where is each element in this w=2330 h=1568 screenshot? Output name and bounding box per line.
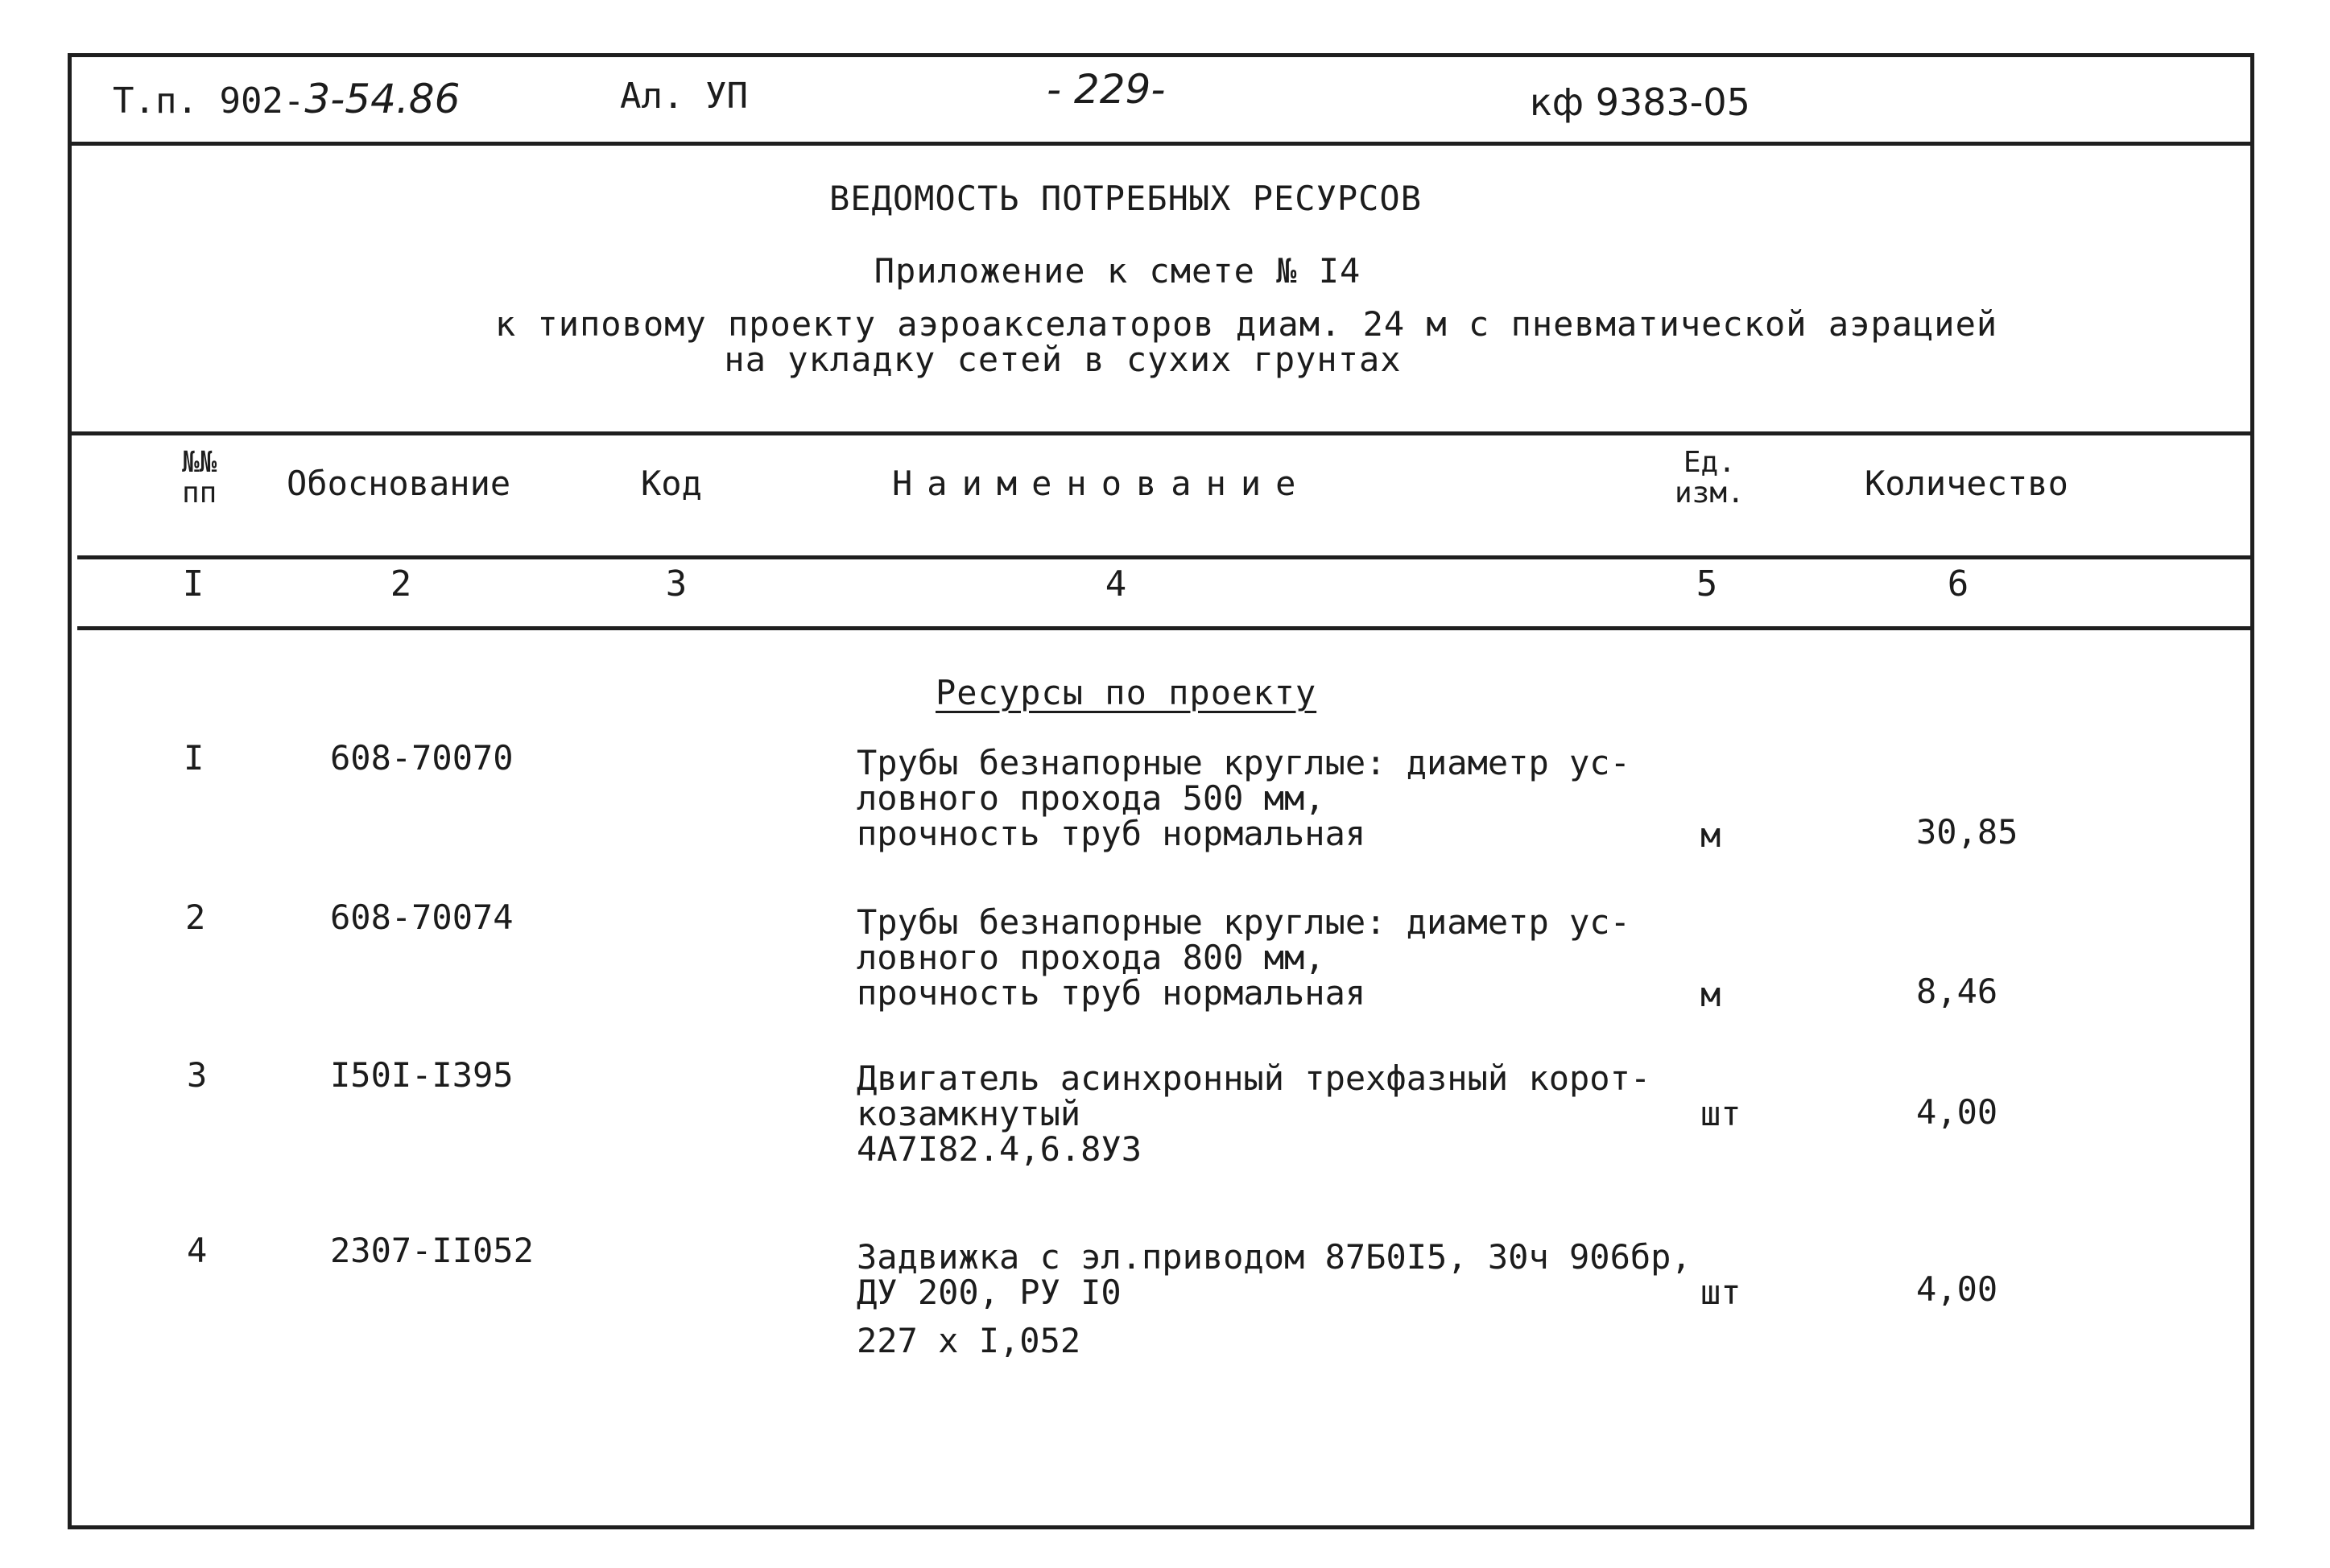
row-3-name <box>857 1058 1651 1169</box>
row-2-number: 2 <box>185 897 206 937</box>
row-4-unit: шт <box>1700 1273 1741 1312</box>
col-header-quantity: Количество <box>1865 464 2068 503</box>
row-2-name-line1: Трубы безнапорные круглые: диаметр ус- <box>857 902 1630 942</box>
row-4-name <box>857 1237 1692 1360</box>
column-header-rule <box>77 555 2253 559</box>
row-1-name-line1: Трубы безнапорные круглые: диаметр ус- <box>857 743 1630 782</box>
row-3-name-line1: Двигатель асинхронный трехфазный корот- <box>857 1058 1651 1098</box>
row-2-name-line2: ловного прохода 800 мм, <box>857 938 1325 977</box>
row-2-name <box>857 902 1630 1013</box>
row-4-basis: 2307-II052 <box>330 1231 534 1270</box>
album-label: Ал. УП <box>620 76 748 117</box>
project-number-handwritten: 3-54.86 <box>304 76 461 122</box>
estimate-appendix: Приложение к смете № I4 <box>874 251 1361 291</box>
row-4-name-line1: Задвижка с эл.приводом 87Б0I5, 30ч 906бр, <box>857 1237 1692 1277</box>
document-title: ВЕДОМОСТЬ ПОТРЕБНЫХ РЕСУРСОВ <box>828 179 1423 218</box>
row-3-basis: I50I-I395 <box>330 1055 514 1095</box>
section-title: Ресурсы по проекту <box>936 673 1317 712</box>
col-number-6: 6 <box>1947 563 1969 605</box>
row-1-quantity: 30,85 <box>1916 812 2018 852</box>
row-1-name-line2: ловного прохода 500 мм, <box>857 778 1325 818</box>
col-number-5: 5 <box>1696 563 1718 605</box>
project-prefix: Т.п. 902- <box>113 80 305 122</box>
col-number-4: 4 <box>1105 563 1127 605</box>
row-3-unit: шт <box>1700 1094 1741 1133</box>
col-header-code: Код <box>641 464 702 503</box>
row-3-name-line2: козамкнутый <box>857 1094 1081 1133</box>
col-header-basis: Обоснование <box>287 464 511 503</box>
document-code: кф 9383-05 <box>1530 80 1750 124</box>
col-header-number <box>182 448 217 509</box>
row-2-basis: 608-70074 <box>330 897 514 937</box>
row-2-quantity: 8,46 <box>1916 972 1998 1011</box>
row-4-quantity: 4,00 <box>1916 1269 1998 1309</box>
project-designation <box>113 76 460 122</box>
row-1-name <box>857 745 1630 852</box>
col-header-number-line2: пп <box>182 477 217 510</box>
col-header-unit <box>1675 448 1745 509</box>
col-number-1: I <box>182 563 204 605</box>
row-1-basis: 608-70070 <box>330 738 514 778</box>
row-4-name-line2: ДУ 200, РУ I0 <box>857 1273 1122 1312</box>
project-description-line-1: к типовому проекту аэроакселаторов диам. 24 м с пневматической аэрацией <box>494 304 1998 344</box>
row-1-name-line3: прочность труб нормальная <box>857 814 1366 853</box>
page-number: - 229- <box>1047 66 1166 113</box>
row-3-quantity: 4,00 <box>1916 1092 1998 1132</box>
table-top-rule <box>69 431 2253 435</box>
col-number-3: 3 <box>665 563 688 605</box>
col-header-number-line1: №№ <box>182 446 217 479</box>
col-number-2: 2 <box>390 563 412 605</box>
row-4-number: 4 <box>187 1231 208 1270</box>
column-number-rule <box>77 626 2253 630</box>
row-1-number: I <box>184 738 204 778</box>
header-divider <box>69 142 2253 146</box>
col-header-unit-line1: Ед. <box>1683 446 1736 479</box>
row-1-unit: м <box>1700 815 1721 855</box>
row-4-name-line3: 227 х I,052 <box>857 1321 1081 1360</box>
col-header-name: Наименование <box>892 464 1311 503</box>
col-header-unit-line2: изм. <box>1675 477 1745 510</box>
project-description-line-2: на укладку сетей в сухих грунтах <box>724 340 1402 379</box>
row-2-unit: м <box>1700 975 1721 1014</box>
row-3-number: 3 <box>187 1055 208 1095</box>
row-2-name-line3: прочность труб нормальная <box>857 973 1366 1013</box>
row-3-name-line3: 4А7I82.4,6.8У3 <box>857 1129 1142 1169</box>
